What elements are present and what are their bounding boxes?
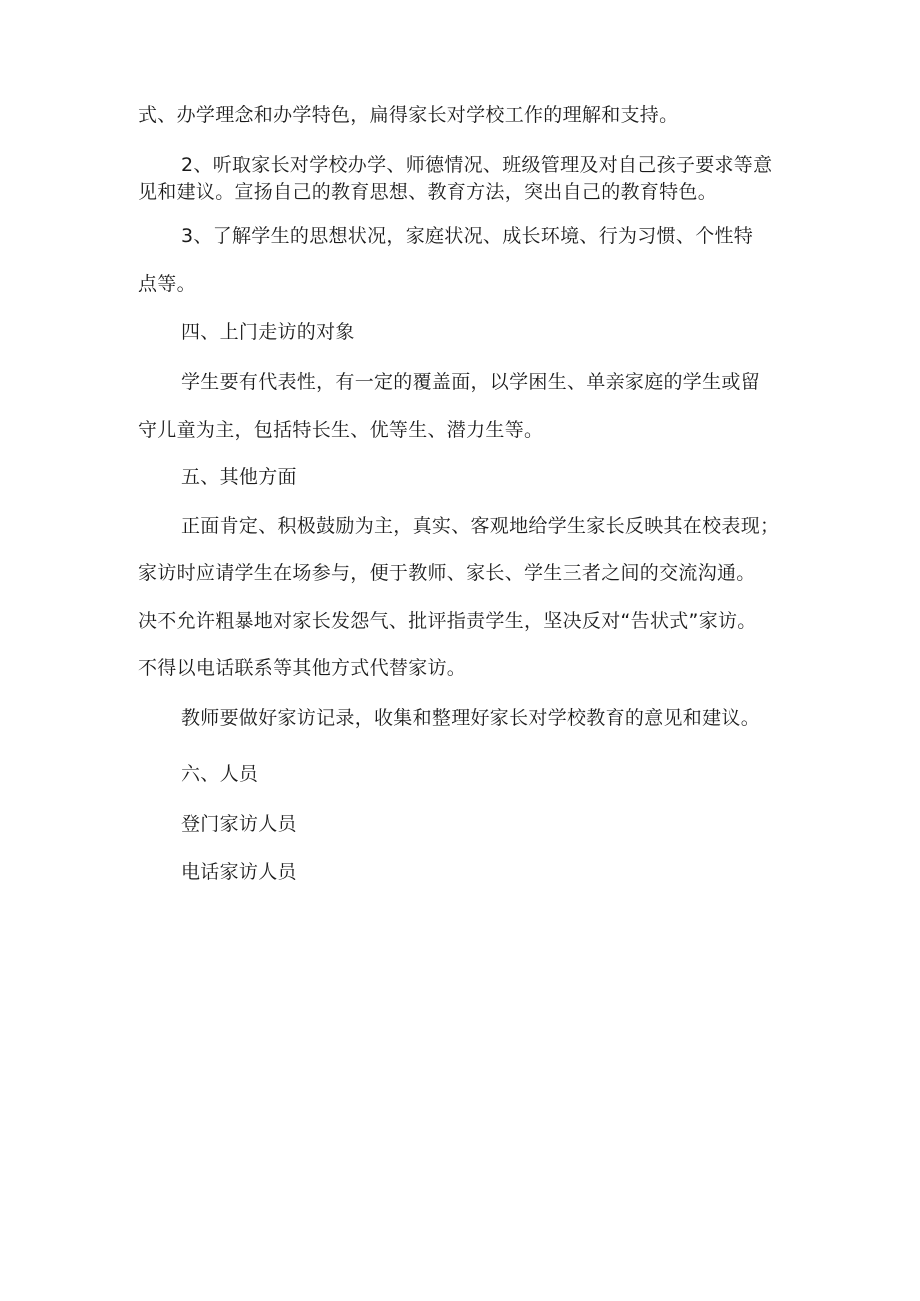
text-line: 2、听取家长对学校办学、师德情况、班级管理及对自己孩子要求等意	[181, 154, 773, 176]
text-line: 点等。	[138, 273, 196, 295]
section-heading: 六、人员	[181, 763, 259, 785]
text-line: 正面肯定、积极鼓励为主，真实、客观地给学生家长反映其在校表现；	[181, 515, 780, 537]
text-line: 式、办学理念和办学特色，扁得家长对学校工作的理解和支持。	[138, 104, 679, 126]
text-line: 家访时应请学生在场参与，便于教师、家长、学生三者之间的交流沟通。	[138, 562, 756, 584]
text-line: 不得以电话联系等其他方式代替家访。	[138, 657, 467, 679]
text-line: 3、了解学生的思想状况，家庭状况、成长环境、行为习惯、个性特	[181, 225, 754, 247]
section-heading: 五、其他方面	[181, 466, 297, 488]
text-line: 决不允许粗暴地对家长发怨气、批评指责学生，坚决反对“告状式”家访。	[138, 610, 757, 632]
text-line: 学生要有代表性，有一定的覆盖面，以学困生、单亲家庭的学生或留	[181, 371, 761, 393]
text-line: 守儿童为主，包括特长生、优等生、潜力生等。	[138, 419, 544, 441]
text-line: 见和建议。宣扬自己的教育思想、教育方法，突出自己的教育特色。	[138, 181, 718, 203]
section-heading: 四、上门走访的对象	[181, 321, 355, 343]
text-line: 电话家访人员	[181, 861, 297, 883]
text-line: 登门家访人员	[181, 813, 297, 835]
text-line: 教师要做好家访记录，收集和整理好家长对学校教育的意见和建议。	[181, 707, 761, 729]
